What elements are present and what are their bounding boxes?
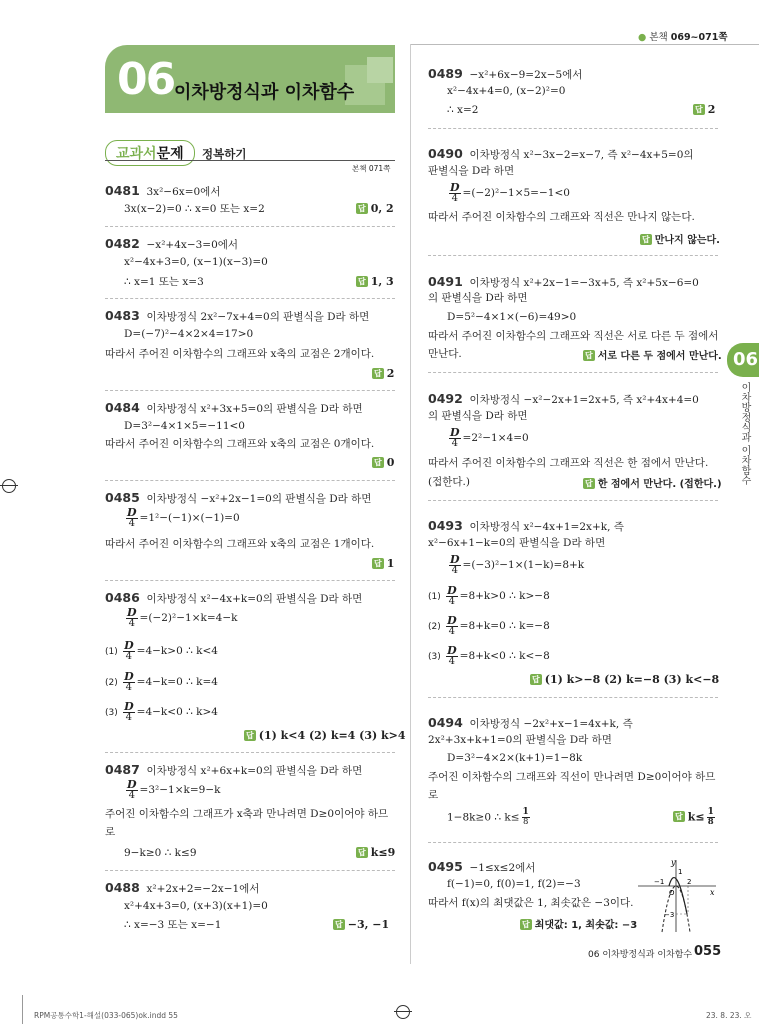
chapter-title: 이차방정식과 이차함수 bbox=[174, 82, 355, 103]
x-axis-label: x bbox=[710, 888, 715, 897]
problem-0490-line4: 따라서 주어진 이차함수의 그래프와 직선은 만나지 않는다. bbox=[428, 211, 695, 223]
problem-0486-case3: (3) $\frac{D}{4}$ =4−k<0 ∴ k>4 bbox=[105, 700, 218, 723]
problem-0489-line3: ∴ x=2 bbox=[447, 104, 479, 116]
problem-0495: 0495 −1≤x≤2에서 bbox=[428, 859, 536, 874]
problem-0487-line3: 주어진 이차함수의 그래프가 x축과 만나려면 D≥0이어야 하므 bbox=[105, 808, 389, 820]
problem-0492-line3: $\frac{D}{4}$ =2²−1×4=0 bbox=[450, 426, 529, 449]
problem-0484-line3: 따라서 주어진 이차함수의 그래프와 x축의 교점은 0개이다. bbox=[105, 438, 375, 450]
divider bbox=[105, 226, 395, 227]
problem-0495-line3: 따라서 f(x)의 최댓값은 1, 최솟값은 −3이다. bbox=[428, 897, 634, 909]
section-rule bbox=[105, 160, 395, 161]
problem-0488-line3: ∴ x=−3 또는 x=−1 bbox=[124, 919, 222, 931]
answer-0494: 답 k≤ $\frac{1}{8}$ bbox=[675, 807, 714, 827]
answer-0488: 답 −3, −1 bbox=[335, 918, 390, 931]
registration-mark-bottom bbox=[396, 1005, 410, 1019]
column-divider bbox=[410, 44, 411, 964]
two-label: 2 bbox=[687, 878, 692, 886]
answer-0482: 답 1, 3 bbox=[358, 275, 394, 288]
problem-0493-line2: x²−6x+1−k=0의 판별식을 D라 하면 bbox=[428, 537, 606, 549]
problem-0491: 0491 이차방정식 x²+2x−1=−3x+5, 즉 x²+5x−6=0 bbox=[428, 274, 699, 289]
problem-0485: 0485 이차방정식 −x²+2x−1=0의 판별식을 D라 하면 bbox=[105, 490, 372, 505]
problem-0493-case2: (2) $\frac{D}{4}$ =8+k=0 ∴ k=−8 bbox=[428, 614, 550, 637]
origin-label: O bbox=[669, 889, 675, 897]
problem-0488: 0488 x²+2x+2=−2x−1에서 bbox=[105, 880, 260, 895]
side-tab: 06 bbox=[727, 343, 759, 377]
problem-0493: 0493 이차방정식 x²−4x+1=2x+k, 즉 bbox=[428, 518, 624, 533]
section-subtitle: 정복하기 bbox=[202, 147, 247, 161]
problem-0487-line4: 로 bbox=[105, 826, 116, 838]
answer-0492: 답 한 점에서 만난다. (접한다.) bbox=[585, 479, 722, 490]
problem-0487-line5: 9−k≥0 ∴ k≤9 bbox=[124, 847, 197, 859]
problem-0482: 0482 −x²+4x−3=0에서 bbox=[105, 236, 239, 251]
divider bbox=[105, 752, 395, 753]
answer-0489: 답 2 bbox=[695, 103, 716, 116]
problem-0494: 0494 이차방정식 −2x²+x−1=4x+k, 즉 bbox=[428, 715, 633, 730]
problem-0484-line2: D=3²−4×1×5=−11<0 bbox=[124, 420, 245, 432]
problem-0491-line4: 따라서 주어진 이차함수의 그래프와 직선은 서로 다른 두 점에서 bbox=[428, 330, 719, 342]
footer-chapter: 06 이차방정식과 이차함수 bbox=[588, 950, 693, 960]
page-reference: ● 본책 069~071쪽 bbox=[638, 32, 728, 43]
problem-0482-line3: ∴ x=1 또는 x=3 bbox=[124, 276, 204, 288]
answer-0487: 답 k≤9 bbox=[358, 846, 396, 859]
problem-0493-line3: $\frac{D}{4}$ =(−3)²−1×(1−k)=8+k bbox=[450, 553, 585, 576]
registration-mark-left-cross bbox=[0, 485, 18, 486]
side-tab-text: 이차방정식과 이차함수 bbox=[739, 382, 750, 486]
divider bbox=[428, 500, 718, 501]
footer-page-number: 055 bbox=[694, 944, 722, 959]
problem-0494-line4: 주어진 이차함수의 그래프와 직선이 만나려면 D≥0이어야 하므 bbox=[428, 771, 716, 783]
registration-mark-left bbox=[2, 479, 16, 493]
problem-0487: 0487 이차방정식 x²+6x+k=0의 판별식을 D라 하면 bbox=[105, 762, 363, 777]
divider bbox=[105, 870, 395, 871]
problem-number: 0481 bbox=[105, 183, 140, 198]
section-ref: 본책 071쪽 bbox=[352, 164, 391, 173]
divider bbox=[105, 298, 395, 299]
y-axis-label: y bbox=[671, 858, 676, 867]
problem-0481: 0481 3x²−6x=0에서 bbox=[105, 183, 221, 198]
problem-0493-case1: (1) $\frac{D}{4}$ =8+k>0 ∴ k>−8 bbox=[428, 584, 550, 607]
problem-0492-line5: (접한다.) bbox=[428, 476, 470, 488]
divider bbox=[105, 480, 395, 481]
footer-date: 23. 8. 23. 오 bbox=[706, 1011, 752, 1020]
section-badge: 교과서문제 bbox=[105, 140, 195, 166]
problem-0485-line2: $\frac{D}{4}$ =1²−(−1)×(−1)=0 bbox=[127, 506, 240, 529]
divider bbox=[105, 580, 395, 581]
fraction-d-over-4: $\frac{D}{4}$ bbox=[127, 506, 137, 529]
neg-one-label: −1 bbox=[654, 878, 665, 886]
answer-0490: 답 만나지 않는다. bbox=[642, 235, 720, 246]
problem-0483-line3: 따라서 주어진 이차함수의 그래프와 x축의 교점은 2개이다. bbox=[105, 348, 375, 360]
problem-0494-line2: 2x²+3x+k+1=0의 판별식을 D라 하면 bbox=[428, 734, 612, 746]
problem-0484: 0484 이차방정식 x²+3x+5=0의 판별식을 D라 하면 bbox=[105, 400, 363, 415]
chapter-number: 06 bbox=[117, 54, 175, 105]
problem-0494-line3: D=3²−4×2×(k+1)=1−8k bbox=[447, 752, 583, 764]
problem-0486: 0486 이차방정식 x²−4x+k=0의 판별식을 D라 하면 bbox=[105, 590, 363, 605]
problem-0481-line2: 3x(x−2)=0 ∴ x=0 또는 x=2 bbox=[124, 203, 265, 215]
answer-0495: 답 최댓값: 1, 최솟값: −3 bbox=[522, 920, 638, 931]
problem-0494-line6: 1−8k≥0 ∴ k≤ $\frac{1}{8}$ bbox=[447, 807, 529, 827]
problem-0492-line4: 따라서 주어진 이차함수의 그래프와 직선은 한 점에서 만난다. bbox=[428, 457, 709, 469]
problem-0492-line2: 의 판별식을 D라 하면 bbox=[428, 410, 528, 422]
problem-0490: 0490 이차방정식 x²−3x−2=x−7, 즉 x²−4x+5=0의 bbox=[428, 146, 694, 161]
problem-0491-line2: 의 판별식을 D라 하면 bbox=[428, 292, 528, 304]
answer-0481: 답 0, 2 bbox=[358, 202, 394, 215]
top-rule bbox=[410, 44, 759, 45]
problem-0490-line2: 판별식을 D라 하면 bbox=[428, 165, 515, 177]
answer-0486: 답 (1) k<4 (2) k=4 (3) k>4 bbox=[246, 729, 406, 742]
problem-0482-line2: x²−4x+3=0, (x−1)(x−3)=0 bbox=[124, 256, 268, 268]
problem-0486-case1: (1) $\frac{D}{4}$ =4−k>0 ∴ k<4 bbox=[105, 639, 218, 662]
problem-0491-line3: D=5²−4×1×(−6)=49>0 bbox=[447, 311, 577, 323]
registration-mark-bottom-cross bbox=[394, 1011, 412, 1012]
answer-0485: 답 1 bbox=[374, 557, 395, 570]
problem-0486-line2: $\frac{D}{4}$ =(−2)²−1×k=4−k bbox=[127, 606, 238, 629]
problem-0489-line2: x²−4x+4=0, (x−2)²=0 bbox=[447, 85, 566, 97]
parabola-graph bbox=[636, 856, 718, 934]
footer-file: RPM공통수학1-해설(033-065)ok.indd 55 bbox=[34, 1011, 178, 1020]
problem-0491-line5: 만난다. bbox=[428, 348, 462, 360]
problem-0492: 0492 이차방정식 −x²−2x+1=2x+5, 즉 x²+4x+4=0 bbox=[428, 391, 699, 406]
answer-0483: 답 2 bbox=[374, 367, 395, 380]
answer-0491: 답 서로 다른 두 점에서 만난다. bbox=[585, 351, 722, 362]
problem-0495-line2: f(−1)=0, f(0)=1, f(2)=−3 bbox=[447, 878, 581, 890]
problem-0485-line3: 따라서 주어진 이차함수의 그래프와 x축의 교점은 1개이다. bbox=[105, 538, 375, 550]
divider bbox=[428, 842, 718, 843]
divider bbox=[428, 697, 718, 698]
neg-three-label: −3 bbox=[664, 911, 675, 919]
problem-0490-line3: $\frac{D}{4}$ =(−2)²−1×5=−1<0 bbox=[450, 181, 570, 204]
banner-decoration-2 bbox=[367, 57, 393, 83]
problem-0494-line5: 로 bbox=[428, 789, 439, 801]
divider bbox=[428, 128, 718, 129]
divider bbox=[428, 255, 718, 256]
problem-0486-case2: (2) $\frac{D}{4}$ =4−k=0 ∴ k=4 bbox=[105, 670, 218, 693]
problem-0488-line2: x²+4x+3=0, (x+3)(x+1)=0 bbox=[124, 900, 268, 912]
problem-0489: 0489 −x²+6x−9=2x−5에서 bbox=[428, 66, 583, 81]
answer-0484: 답 0 bbox=[374, 456, 395, 469]
problem-0483-line2: D=(−7)²−4×2×4=17>0 bbox=[124, 328, 254, 340]
problem-0487-line2: $\frac{D}{4}$ =3²−1×k=9−k bbox=[127, 778, 221, 801]
crop-mark bbox=[22, 995, 23, 1024]
problem-0483: 0483 이차방정식 2x²−7x+4=0의 판별식을 D라 하면 bbox=[105, 308, 370, 323]
problem-0493-case3: (3) $\frac{D}{4}$ =8+k<0 ∴ k<−8 bbox=[428, 644, 550, 667]
divider bbox=[428, 372, 718, 373]
max-label: 1 bbox=[678, 868, 683, 876]
divider bbox=[105, 390, 395, 391]
answer-0493: 답 (1) k>−8 (2) k=−8 (3) k<−8 bbox=[532, 673, 720, 686]
